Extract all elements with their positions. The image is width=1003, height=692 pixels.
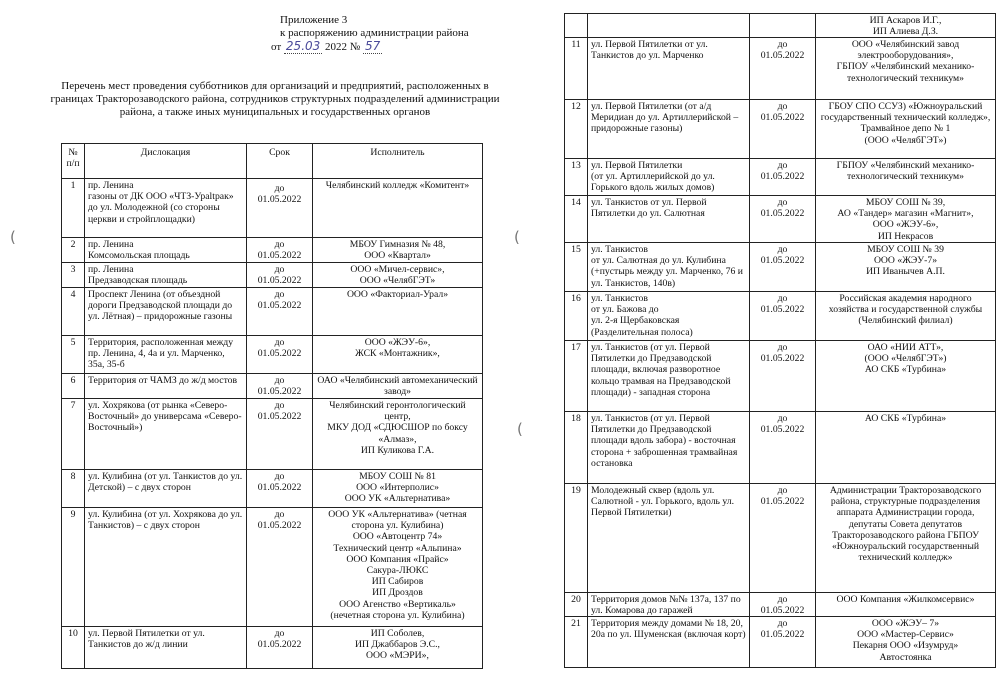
row-number: 17 xyxy=(565,341,588,411)
row-number: 4 xyxy=(62,288,85,335)
row-executor: ОАО «Челябинский автомеханический завод» xyxy=(317,375,478,398)
table-row xyxy=(565,484,995,593)
row-executor: ООО УК «Альтернатива» (четная сторона ул. Кулибина) ООО «Автоцентр 74» Технический центр «Альпина» ООО Компания «Прайс» Сакура-ЛЮКС ИП Сабиров ИП Дроздов ООО Агенство «Вертикаль» (нечетная сторона ул. Кулибина) xyxy=(328,509,467,621)
row-location: ул. Первой Пятилетки (от ул. Артиллерийской до ул. Горького вдоль жилых домов) xyxy=(588,159,750,195)
row-executor: Российская академия народного хозяйства и государственной службы (Челябинский филиал) xyxy=(828,293,983,327)
row-location: ул. Танкистов от ул. Салютная до ул. Кулибина (+пустырь между ул. Марченко, 76 и ул. Танкистов, 140в) xyxy=(588,243,750,291)
row-number: 10 xyxy=(62,627,85,668)
table-row xyxy=(62,508,482,627)
row-executor: МБОУ Гимназия № 48, ООО «Квартал» xyxy=(349,239,446,262)
row-number xyxy=(565,14,588,37)
row-location: ул. Хохрякова (от рынка «Северо-Восточный» до универсама «Северо-Восточный») xyxy=(85,399,247,469)
order-year: 2022 xyxy=(325,41,348,53)
row-number: 9 xyxy=(62,508,85,626)
table-row xyxy=(565,38,995,100)
binding-mark: ( xyxy=(514,228,520,246)
handwritten-number: 57 xyxy=(365,39,381,53)
row-deadline: до 01.05.2022 xyxy=(750,196,816,242)
table-row xyxy=(565,100,995,159)
row-location: ул. Первой Пятилетки (от а/д Меридиан до ул. Артиллерийской – придорожные газоны) xyxy=(588,100,750,158)
table-row xyxy=(62,374,482,399)
row-executor: ООО «Челябинский завод электрооборудования», ГБПОУ «Челябинский механико-технологический техникум» xyxy=(836,39,975,84)
table-header-row xyxy=(62,144,482,179)
table-row xyxy=(565,14,995,38)
row-location: ул. Первой Пятилетки от ул. Танкистов до ул. Марченко xyxy=(588,38,750,99)
date-prefix: от xyxy=(271,41,282,53)
list-intro: Перечень мест проведения субботников для организаций и предприятий, расположенных в границах Тракторозаводского района, сотрудников структурных подразделений администрации района, а также иных муниципальных и государственных органов xyxy=(50,80,500,118)
row-location: пр. Ленина Предзаводская площадь xyxy=(85,263,247,287)
row-number: 1 xyxy=(62,179,85,237)
row-number: 5 xyxy=(62,336,85,373)
table-row xyxy=(565,243,995,292)
table-row xyxy=(565,159,995,196)
handwritten-date: 25.03 xyxy=(285,39,321,53)
col-location-header: Дислокация xyxy=(85,144,247,178)
row-deadline xyxy=(750,14,816,37)
row-deadline: до 01.05.2022 xyxy=(247,288,313,335)
row-number: 21 xyxy=(565,617,588,667)
table-row xyxy=(565,196,995,243)
row-location: Территория, расположенная между пр. Ленина, 4, 4а и ул. Марченко, 35а, 35-б xyxy=(85,336,247,373)
row-executor: ИП Соболев, ИП Джаббаров Э.С., ООО «МЭРИ», xyxy=(355,628,440,662)
right-page xyxy=(514,0,1003,692)
row-location: Территория от ЧАМЗ до ж/д мостов xyxy=(85,374,247,398)
row-deadline: до 01.05.2022 xyxy=(247,470,313,507)
row-location: Молодежный сквер (вдоль ул. Салютной - ул. Горького, вдоль ул. Первой Пятилетки) xyxy=(588,484,750,592)
row-deadline: до 01.05.2022 xyxy=(247,399,313,469)
row-deadline: до 01.05.2022 xyxy=(247,263,313,287)
row-deadline: до 01.05.2022 xyxy=(750,593,816,616)
row-location: ул. Танкистов (от ул. Первой Пятилетки до Предзаводской площади вдоль забора) - восточная сторона + заброшенная трамвайная остановка xyxy=(588,412,750,483)
row-number: 14 xyxy=(565,196,588,242)
row-executor: ИП Аскаров И.Г., ИП Алиева Д.З. xyxy=(869,15,942,37)
row-deadline: до 01.05.2022 xyxy=(750,341,816,411)
row-location: ул. Кулибина (от ул. Танкистов до ул. Детской) – с двух сторон xyxy=(85,470,247,507)
table-row xyxy=(62,263,482,288)
row-number: 12 xyxy=(565,100,588,158)
row-location: пр. Ленина Комсомольская площадь xyxy=(85,238,247,262)
row-location: ул. Первой Пятилетки от ул. Танкистов до ж/д линии xyxy=(85,627,247,668)
row-location: ул. Танкистов от ул. Бажова до ул. 2-я Щербаковская (Разделительная полоса) xyxy=(588,292,750,340)
row-deadline: до 01.05.2022 xyxy=(750,412,816,483)
appendix-subtitle: к распоряжению администрации района xyxy=(280,27,469,39)
binding-mark: ( xyxy=(10,228,16,246)
row-deadline: до 01.05.2022 xyxy=(750,38,816,99)
row-number: 18 xyxy=(565,412,588,483)
binding-mark: ( xyxy=(517,420,523,438)
row-deadline: до 01.05.2022 xyxy=(750,484,816,592)
row-number: 13 xyxy=(565,159,588,195)
table-row xyxy=(62,336,482,374)
row-deadline: до 01.05.2022 xyxy=(247,508,313,626)
table-row xyxy=(62,470,482,508)
row-location: Территория домов №№ 137а, 137 по ул. Комарова до гаражей xyxy=(588,593,750,616)
row-executor: ОАО «НИИ АТТ», (ООО «ЧелябГЭТ») АО СКБ «Турбина» xyxy=(864,342,947,376)
row-number: 6 xyxy=(62,374,85,398)
row-number: 16 xyxy=(565,292,588,340)
row-deadline: до 01.05.2022 xyxy=(247,179,313,237)
table-row xyxy=(62,179,482,238)
table-row xyxy=(62,288,482,336)
row-number: 8 xyxy=(62,470,85,507)
row-number: 2 xyxy=(62,238,85,262)
row-location: пр. Ленина газоны от ДК ООО «ЧТЗ-Ураltрак» до ул. Молодежной (со стороны церкви и стройплощадки) xyxy=(85,179,247,237)
col-executor-header: Исполнитель xyxy=(370,147,425,158)
row-deadline: до 01.05.2022 xyxy=(247,627,313,668)
row-location: Проспект Ленина (от объездной дороги Предзаводской площади до ул. Лётная) – придорожные газоны xyxy=(85,288,247,335)
row-executor: ГБОУ СПО ССУЗ) «Южноуральский государственный технический колледж», Трамвайное депо № 1 (ООО «ЧелябГЭТ») xyxy=(820,101,991,146)
appendix-title: Приложение 3 xyxy=(280,14,348,26)
row-number: 20 xyxy=(565,593,588,616)
row-deadline: до 01.05.2022 xyxy=(750,100,816,158)
row-executor: ГБПОУ «Челябинский механико-технологический техникум» xyxy=(836,160,975,183)
row-executor: ООО «ЖЭУ– 7» ООО «Мастер-Сервис» Пекарня ООО «Изумруд» Автостоянка xyxy=(852,618,959,663)
row-number: 15 xyxy=(565,243,588,291)
order-date-line xyxy=(271,40,382,54)
row-location xyxy=(588,14,750,37)
row-deadline: до 01.05.2022 xyxy=(247,336,313,373)
row-executor: Челябинский геронтологический центр, МКУ ДОД «СДЮСШОР по боксу «Алмаз», ИП Куликова Г.А. xyxy=(327,400,468,456)
row-executor: ООО Компания «Жилкомсервис» xyxy=(836,594,975,605)
row-location: ул. Танкистов (от ул. Первой Пятилетки до Предзаводской площади, включая разворотное кольцо трамвая на Предзаводской площади) - западная сторона xyxy=(588,341,750,411)
col-number-header: № п/п xyxy=(62,144,85,178)
row-executor: ООО «Мичел-сервис», ООО «ЧелябГЭТ» xyxy=(350,264,445,287)
row-executor: Челябинский колледж «Комитент» xyxy=(325,180,470,191)
number-sign: № xyxy=(349,41,361,53)
table-row xyxy=(62,238,482,263)
table-row xyxy=(565,617,995,667)
row-number: 11 xyxy=(565,38,588,99)
row-executor: МБОУ СОШ № 39 ООО «ЖЭУ-7» ИП Иванычев А.П. xyxy=(866,244,945,278)
table-row xyxy=(62,627,482,668)
table-row xyxy=(62,399,482,470)
row-deadline: до 01.05.2022 xyxy=(750,617,816,667)
row-executor: МБОУ СОШ № 81 ООО «Интерполис» ООО УК «Альтернатива» xyxy=(344,471,451,505)
row-number: 3 xyxy=(62,263,85,287)
row-number: 19 xyxy=(565,484,588,592)
row-deadline: до 01.05.2022 xyxy=(750,292,816,340)
table-row xyxy=(565,341,995,412)
row-number: 7 xyxy=(62,399,85,469)
row-executor: Администрации Тракторозаводского района, структурные подразделения аппарата Администрации города, депутаты Совета депутатов Тракторозаводского района ГБПОУ «Южноуральский государственный технический колледж» xyxy=(829,485,982,564)
row-executor: ООО «Факториал-Урал» xyxy=(346,289,449,300)
row-executor: ООО «ЖЭУ-6», ЖСК «Монтажник», xyxy=(355,337,440,360)
table-row xyxy=(565,593,995,617)
row-deadline: до 01.05.2022 xyxy=(247,238,313,262)
row-location: ул. Кулибина (от ул. Хохрякова до ул. Танкистов) – с двух сторон xyxy=(85,508,247,626)
left-table xyxy=(61,143,483,669)
row-location: Территория между домами № 18, 20, 20а по ул. Шуменская (включая корт) xyxy=(588,617,750,667)
row-executor: МБОУ СОШ № 39, АО «Тандер» магазин «Магнит», ООО «ЖЭУ-6», ИП Некрасов xyxy=(837,197,974,242)
right-table xyxy=(564,13,996,668)
row-deadline: до 01.05.2022 xyxy=(247,374,313,398)
row-executor: АО СКБ «Турбина» xyxy=(864,413,947,424)
row-location: ул. Танкистов от ул. Первой Пятилетки до ул. Салютная xyxy=(588,196,750,242)
table-row xyxy=(565,292,995,341)
row-deadline: до 01.05.2022 xyxy=(750,159,816,195)
row-deadline: до 01.05.2022 xyxy=(750,243,816,291)
table-row xyxy=(565,412,995,484)
col-deadline-header: Срок xyxy=(247,144,313,178)
